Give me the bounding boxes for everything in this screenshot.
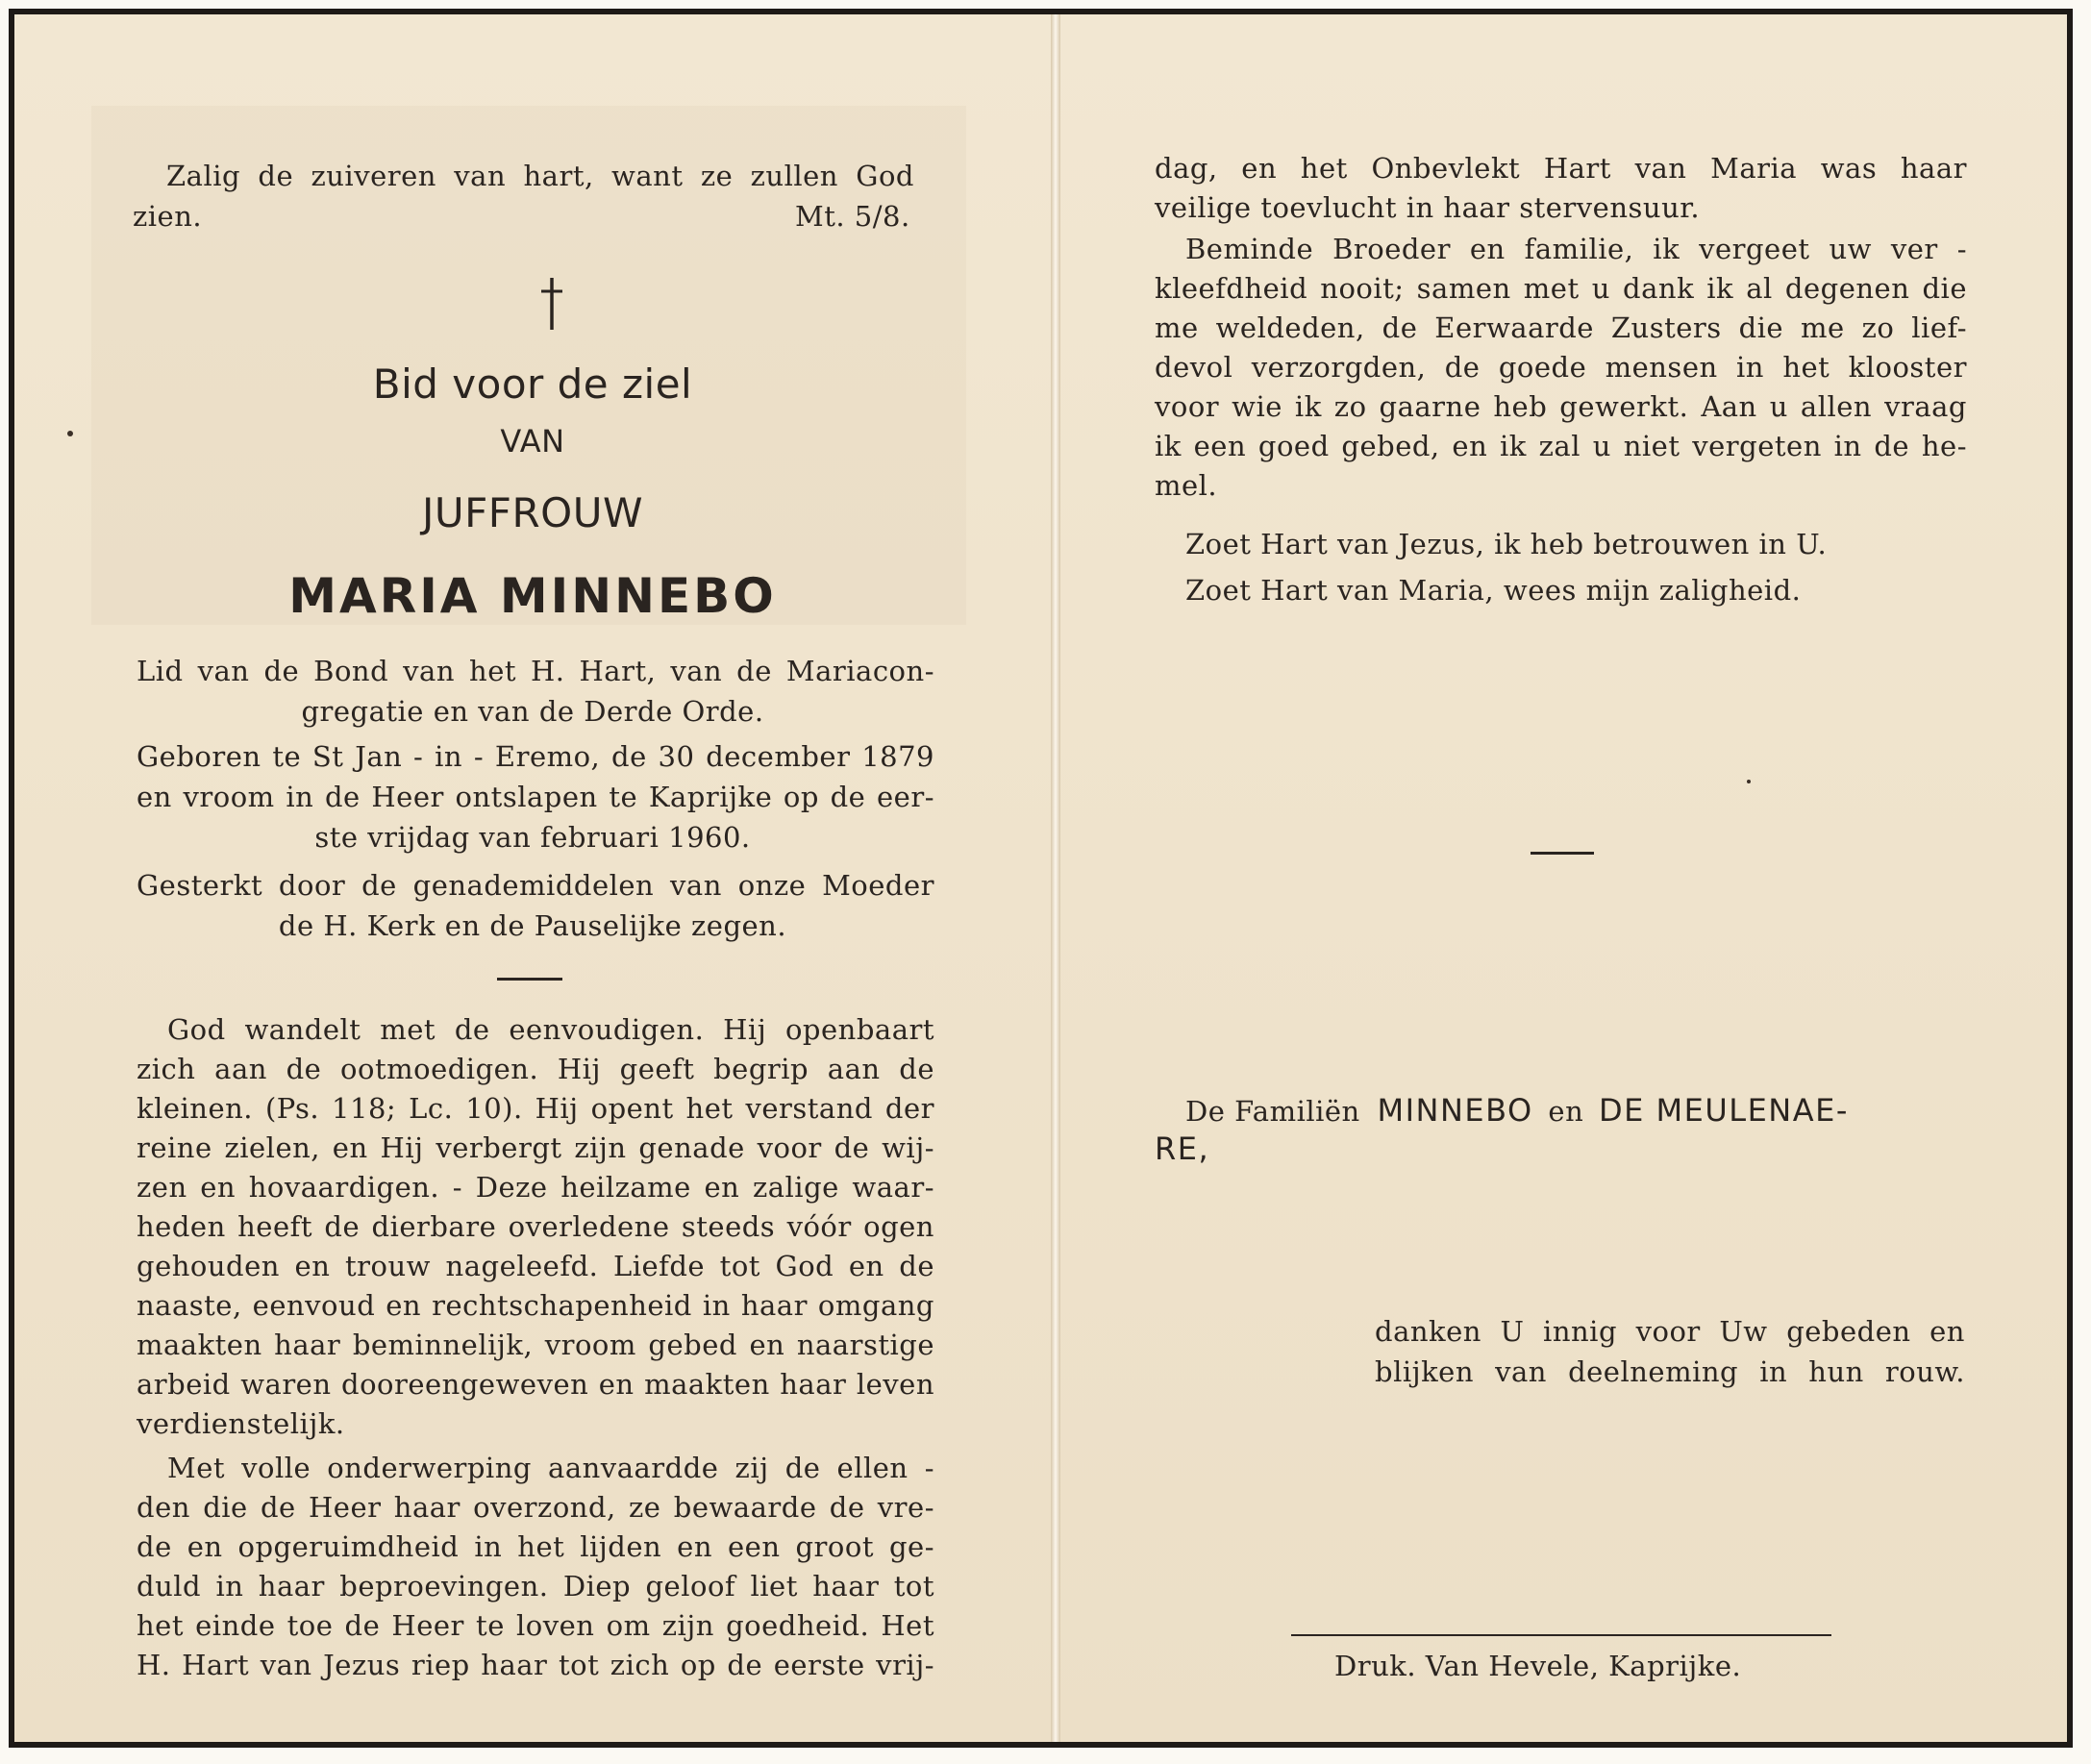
van-label: VAN	[500, 423, 565, 460]
birth-line-2: en vroom in de Heer ontslapen te Kaprijke op de eer-	[137, 781, 934, 813]
verse-reference: Mt. 5/8.	[795, 200, 910, 233]
body1-line: God wandelt met de eenvoudigen. Hij openbaart	[167, 1013, 934, 1046]
continued-paragraph	[1155, 149, 1967, 228]
farewell-line: devol verzorgden, de goede mensen in het klooster	[1155, 351, 1967, 384]
body2-line: Met volle onderwerping aanvaardde zij de ellen -	[167, 1452, 934, 1484]
card-fold	[1051, 14, 1060, 1742]
left-page	[14, 14, 1051, 1742]
family-name-2: DE MEULENAE-	[1598, 1092, 1849, 1129]
strengthened-line-1: Gesterkt door de genademiddelen van onze Moeder	[137, 869, 934, 902]
body-paragraph-1	[137, 1010, 934, 1444]
farewell-line: ik een goed gebed, en ik zal u niet vergeten in de he-	[1155, 430, 1967, 462]
strengthened-line-2: de H. Kerk en de Pauselijke zegen.	[278, 909, 787, 942]
verse-line-2: zien.	[133, 200, 203, 233]
body2-line: de en opgeruimdheid in het lijden en een groot ge-	[137, 1530, 934, 1563]
body2-line: het einde toe de Heer te loven om zijn goedheid. Het	[137, 1609, 934, 1642]
farewell-paragraph	[1155, 230, 1967, 506]
body1-line: maakten haar beminnelijk, vroom gebed en naarstige	[137, 1329, 934, 1361]
body1-line: zich aan de ootmoedigen. Hij geeft begrip aan de	[137, 1053, 934, 1085]
cross-icon	[537, 276, 566, 335]
title-label: JUFFROUW	[422, 489, 643, 536]
printer-rule	[1291, 1634, 1831, 1636]
membership-line-2: gregatie en van de Derde Orde.	[301, 695, 764, 728]
families-prefix: De Familiën	[1185, 1095, 1360, 1128]
farewell-line: voor wie ik zo gaarne heb gewerkt. Aan u allen vraag	[1155, 390, 1967, 423]
continued-line: veilige toevlucht in haar stervensuur.	[1155, 191, 1701, 224]
body1-line: zen en hovaardigen. - Deze heilzame en zalige waar-	[137, 1171, 934, 1204]
bid-heading: Bid voor de ziel	[372, 360, 693, 408]
farewell-line: kleefdheid nooit; samen met u dank ik al degenen die	[1155, 272, 1967, 305]
deceased-name: MARIA MINNEBO	[288, 568, 777, 624]
family-name-1: MINNEBO	[1377, 1092, 1533, 1129]
printer-credit: Druk. Van Hevele, Kaprijke.	[1334, 1650, 1742, 1682]
paper-speck	[67, 431, 73, 436]
body-paragraph-2	[137, 1449, 934, 1685]
body2-line: duld in haar beproevingen. Diep geloof liet haar tot	[137, 1570, 934, 1603]
divider-left	[497, 978, 562, 981]
birth-line-3: ste vrijdag van februari 1960.	[314, 821, 751, 854]
memorial-card	[9, 9, 2073, 1748]
body2-line: H. Hart van Jezus riep haar tot zich op de eerste vrij-	[137, 1649, 934, 1681]
thanks-line-2: blijken van deelneming in hun rouw.	[1375, 1355, 1965, 1388]
thanks-line-1: danken U innig voor Uw gebeden en	[1375, 1315, 1965, 1348]
body1-line: reine zielen, en Hij verbergt zijn genade voor de wij-	[137, 1131, 934, 1164]
prayer-line-2: Zoet Hart van Maria, wees mijn zaligheid.	[1185, 574, 1802, 607]
verse-line-1: Zalig de zuiveren van hart, want ze zullen God	[166, 160, 914, 192]
membership-line-1: Lid van de Bond van het H. Hart, van de Mariacon-	[137, 655, 934, 687]
farewell-line: me weldeden, de Eerwaarde Zusters die me zo lief-	[1155, 311, 1967, 344]
body1-line: verdienstelijk.	[137, 1407, 345, 1440]
continued-line: dag, en het Onbevlekt Hart van Maria was haar	[1155, 152, 1967, 185]
body1-line: kleinen. (Ps. 118; Lc. 10). Hij opent het verstand der	[137, 1092, 934, 1125]
paper-speck	[1747, 780, 1751, 783]
families-and: en	[1548, 1095, 1584, 1128]
body1-line: arbeid waren dooreengeweven en maakten haar leven	[137, 1368, 934, 1401]
right-page	[1060, 14, 2067, 1742]
body1-line: naaste, eenvoud en rechtschapenheid in haar omgang	[137, 1289, 934, 1322]
body2-line: den die de Heer haar overzond, ze bewaarde de vre-	[137, 1491, 934, 1524]
farewell-line: mel.	[1155, 469, 1218, 502]
body1-line: heden heeft de dierbare overledene steeds vóór ogen	[137, 1210, 934, 1243]
divider-right	[1531, 852, 1594, 855]
family-name-2-cont: RE,	[1155, 1130, 1210, 1167]
prayer-line-1: Zoet Hart van Jezus, ik heb betrouwen in U.	[1185, 528, 1828, 560]
farewell-line: Beminde Broeder en familie, ik vergeet uw ver -	[1185, 233, 1967, 265]
families-line	[1185, 1091, 1849, 1131]
body1-line: gehouden en trouw nageleefd. Liefde tot God en de	[137, 1250, 934, 1282]
birth-line-1: Geboren te St Jan - in - Eremo, de 30 december 1879	[137, 740, 934, 773]
